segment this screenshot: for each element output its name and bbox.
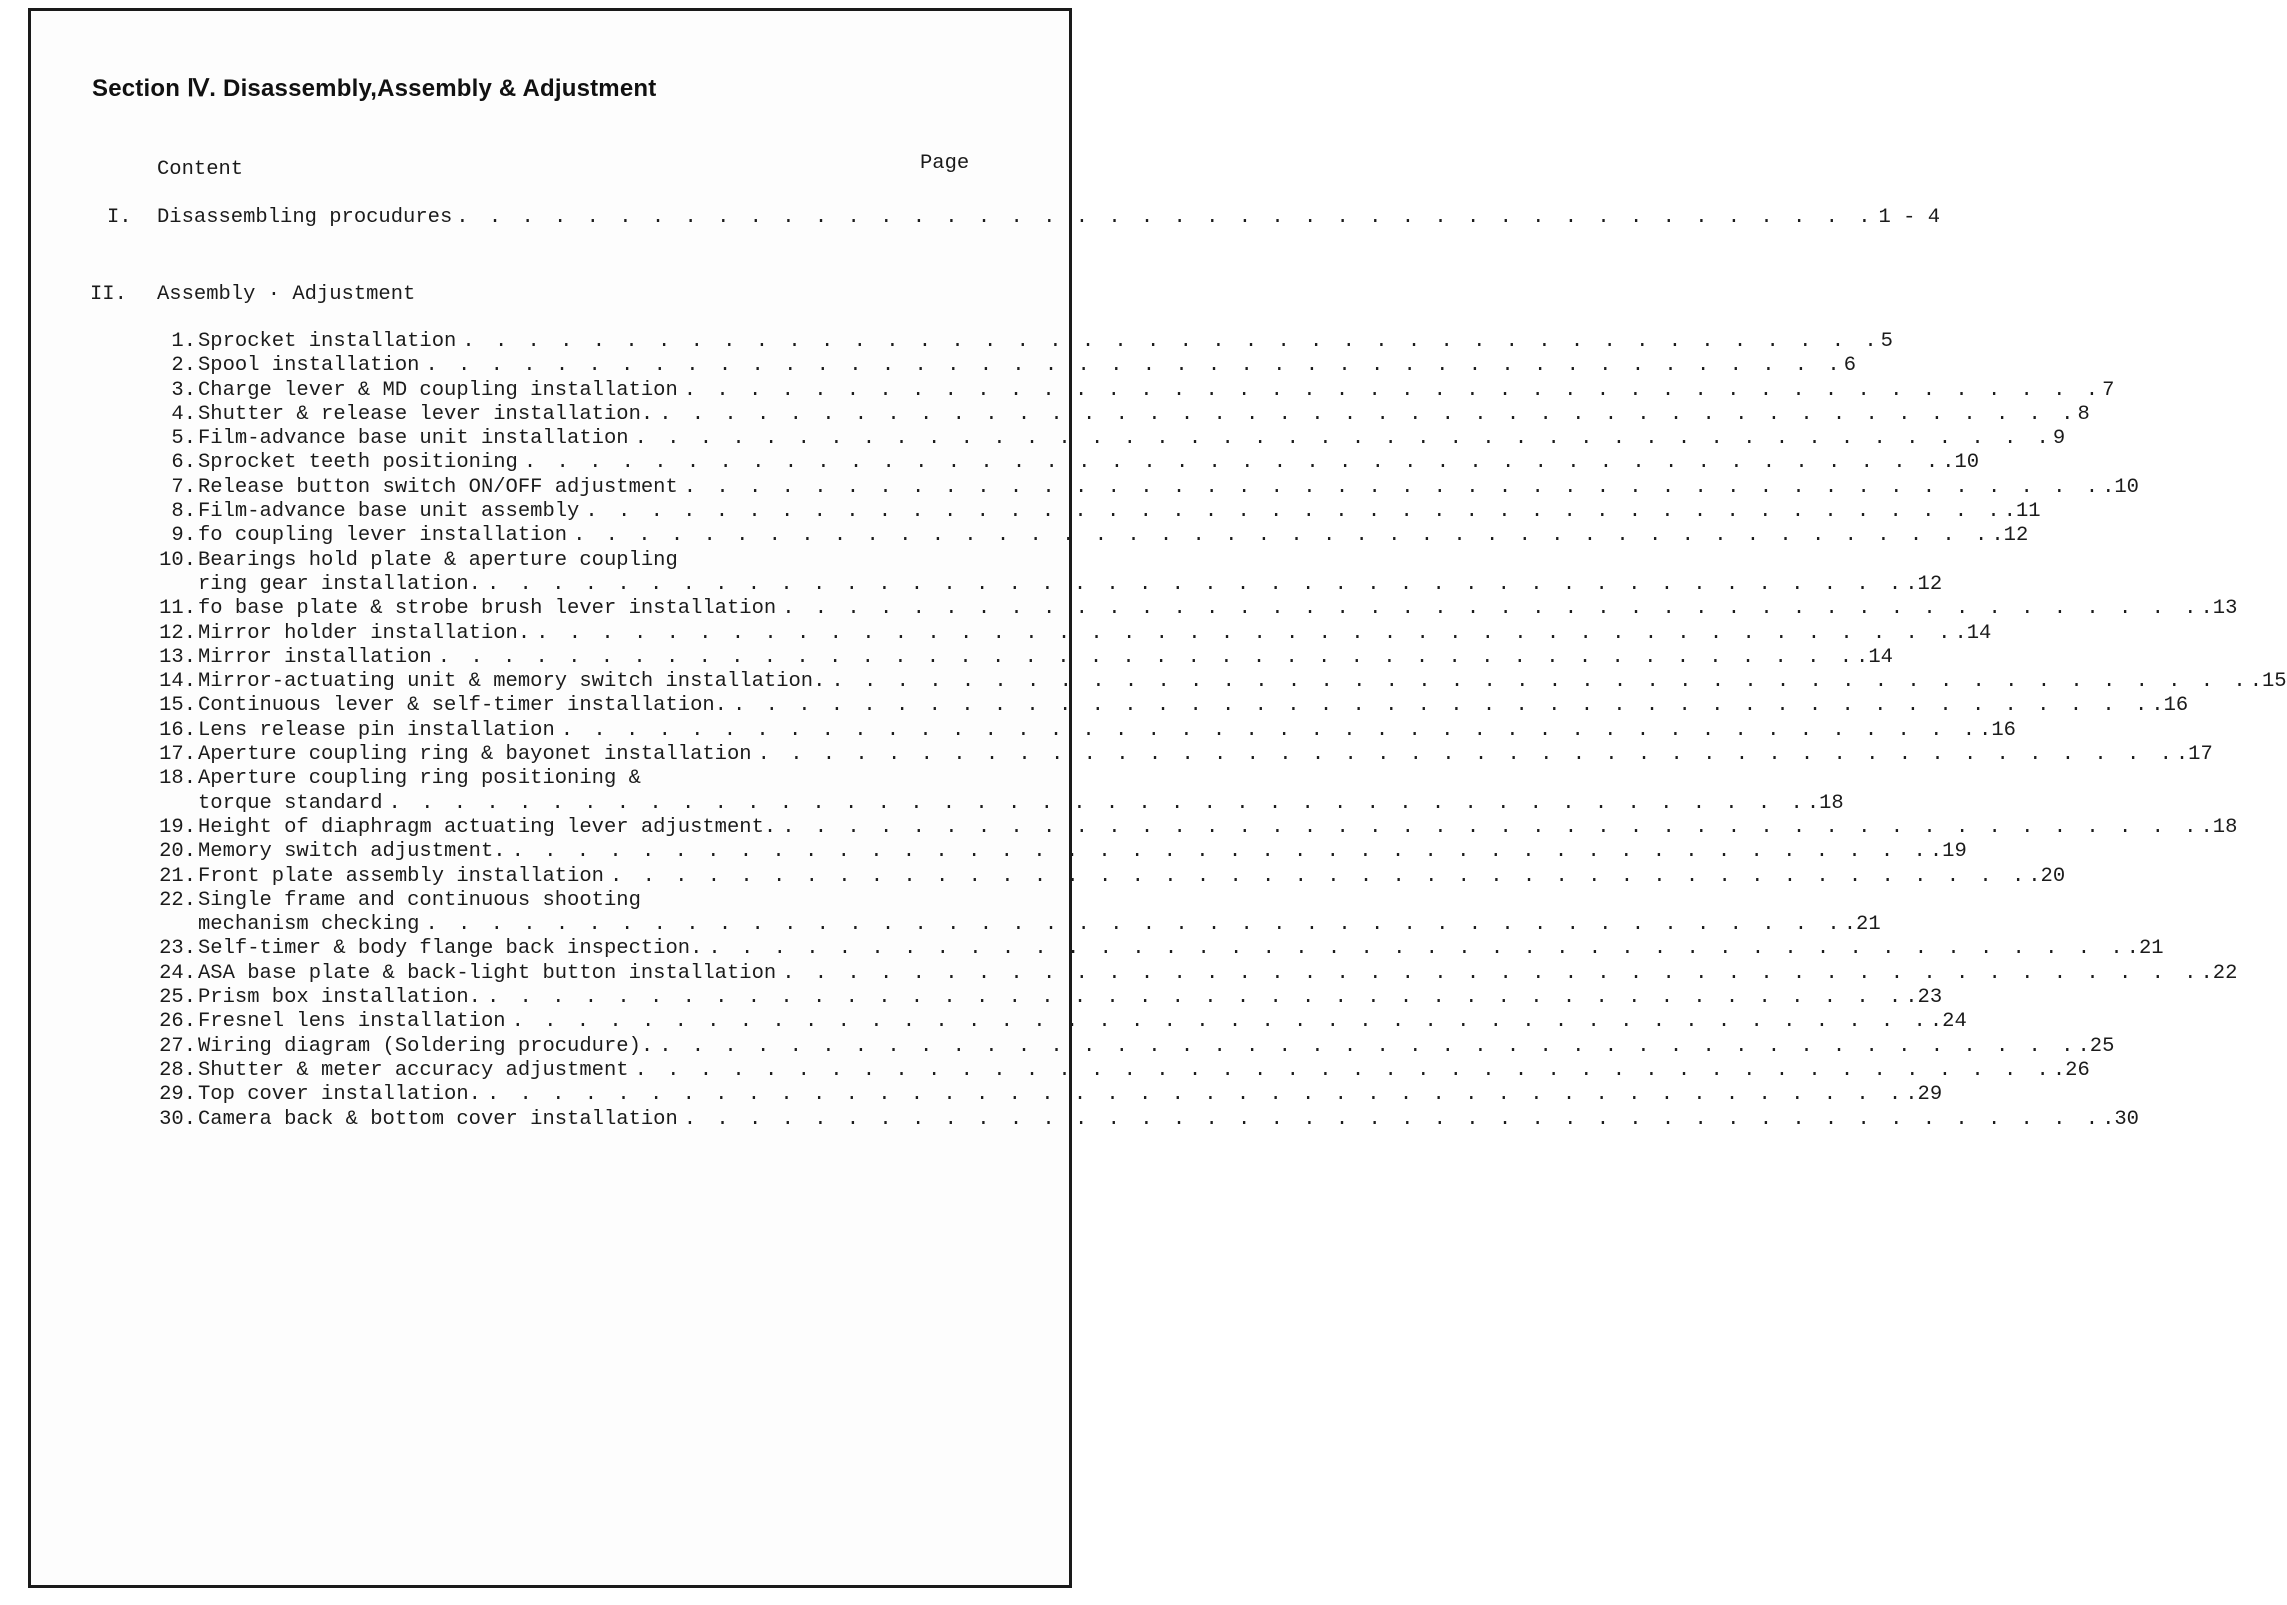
dot-leader: . . . . . . . . . . . . . . . . . . . . . . . . . . . . . . . . . . . . . . . . . . . . [437,645,1857,669]
dot-leader: . . . . . . . . . . . . . . . . . . . . . . . . . . . . . . . . . . . . . . . . . . . . [609,864,2029,888]
item-page: 6 [1843,354,1857,378]
item-label: Front plate assembly installation [198,864,604,888]
item-label: Wiring diagram (Soldering procudure). [198,1034,654,1058]
item-number: 6. [171,451,196,475]
dot-leader: . . . . . . . . . . . . . . . . . . . . . . . . . . . . . . . . . . . . . . . . . . . . [708,937,2127,961]
toc-item [140,500,2041,524]
toc-item [140,330,1893,354]
item-number: 9. [171,524,196,548]
dot-leader: . . . . . . . . . . . . . . . . . . . . . . . . . . . . . . . . . . . . . . . . . . . . [573,524,1992,548]
item-page: .21 [2126,937,2164,961]
toc-item [140,1083,1943,1107]
item-number: 14. [159,670,196,694]
item-label: Bearings hold plate & aperture coupling [198,548,678,572]
toc-item [140,864,2066,889]
item-page: .10 [2102,475,2139,499]
item-label: ASA base plate & back-light button installation [198,961,777,985]
item-label: Self-timer & body flange back inspection. [198,937,703,961]
item-number: 30. [159,1107,196,1131]
dot-leader: . . . . . . . . . . . . . . . . . . . . . . . . . . . . . . . . . . . . . . . . . . . . [683,378,2103,402]
toc-item [140,427,2066,451]
item-label: Continuous lever & self-timer installation. [198,694,727,718]
item-number: 19. [159,815,196,839]
item-number: 26. [159,1010,196,1034]
item-label: Mirror installation [198,645,432,669]
dot-leader: . . . . . . . . . . . . . . . . . . . . . . . . . . . . . . . . . . . . . . . . . . . . [782,961,2201,985]
item-number: 27. [159,1034,196,1058]
toc-item [140,402,2090,427]
item-number: 21. [159,864,196,888]
item-number: 7. [171,475,196,499]
item-page: .21 [1843,913,1881,937]
toc-item [140,572,1943,597]
toc-item [140,1107,2139,1132]
item-label: Aperture coupling ring positioning & [198,767,641,791]
item-page: .25 [2077,1034,2115,1058]
item-page: .23 [1905,986,1943,1010]
item-label: Sprocket installation [198,330,457,353]
item-label: Lens release pin installation [198,718,555,742]
item-number: 20. [159,840,196,864]
item-number: 18. [159,767,196,791]
item-page: .16 [1979,718,2016,742]
item-number: 28. [159,1058,196,1082]
item-label: Release button switch ON/OFF adjustment [198,475,678,499]
toc-item [140,913,1881,937]
dot-leader: . . . . . . . . . . . . . . . . . . . . . . . . . . . . . . . . . . . . . . . . . . . . [462,330,1881,353]
item-number: 4. [171,402,196,426]
toc-item [140,621,1992,646]
item-label: torque standard [198,791,383,815]
dot-leader: . . . . . . . . . . . . . . . . . . . . . . . . . . . . . . . . . . . . . . . . . . . . [425,354,1844,378]
item-label: Height of diaphragm actuating lever adjustment. [198,815,777,839]
item-page: .12 [1905,572,1943,596]
item-label: Top cover installation. [198,1083,481,1107]
item-page: .12 [1991,524,2029,548]
dot-leader: . . . . . . . . . . . . . . . . . . . . . . . . . . . . . . . . . . . . . . . . . . . . [560,718,1980,742]
item-page: .19 [1929,840,1967,864]
dot-leader: . . . . . . . . . . . . . . . . . . . . . . . . . . . . . . . . . . . . . . . . . . . . [659,402,2078,426]
toc-item [140,986,1943,1010]
item-page: .14 [1954,621,1992,645]
section-numeral: II. [90,283,127,306]
section-label: Assembly · Adjustment [157,283,416,306]
item-label: Aperture coupling ring & bayonet installation [198,743,752,767]
toc-item [140,597,2238,621]
toc-item [140,1034,2115,1059]
item-label: mechanism checking [198,913,420,937]
item-number: 16. [159,718,196,742]
item-label: Film-advance base unit installation [198,427,629,451]
item-page: 8 [2077,402,2090,426]
dot-leader: . . . . . . . . . . . . . . . . . . . . . . . . . . . . . . . . . . . . . . . . . . . . [511,1010,1930,1034]
item-number: 12. [159,621,196,645]
item-number: 13. [159,645,196,669]
toc-item [140,961,2238,986]
dot-leader: . . . . . . . . . . . . . . . . . . . . . . . . . . . . . . . . . . . . . . . . . . . . [659,1034,2078,1058]
item-number: 10. [159,548,196,572]
item-label: Mirror holder installation. [198,621,531,645]
section-label: Disassembling procudures [157,206,453,229]
toc-item-list [140,330,2287,1132]
item-number: 25. [159,986,196,1010]
item-label: Camera back & bottom cover installation [198,1107,678,1131]
item-page: .26 [2052,1058,2090,1082]
item-page: .20 [2028,864,2066,888]
item-label: Prism box installation. [198,986,481,1010]
dot-leader: . . . . . . . . . . . . . . . . . . . . . . . . . . . . . . . . . . . . . . . . . . . . [523,451,1943,475]
toc-item [140,767,970,791]
item-page: .30 [2102,1107,2139,1131]
item-number: 11. [159,597,196,621]
item-page: .15 [2249,670,2287,694]
item-page: .13 [2200,597,2238,621]
toc-item [140,1010,1967,1034]
section-page: 1 - 4 [1878,206,1941,229]
item-page: 5 [1880,330,1893,353]
item-page: .18 [2200,815,2238,839]
item-number: 24. [159,961,196,985]
toc-item [140,549,970,573]
dot-leader: . . . . . . . . . . . . . . . . . . . . . . . . . . . . . . . . . . . . . . . . . . . . [683,1107,2103,1131]
item-page: .14 [1856,645,1893,669]
item-number: 1. [171,330,196,353]
item-page: .10 [1942,451,1980,475]
page-column-header: Page [920,152,970,175]
toc-item [140,451,1980,475]
item-label: Memory switch adjustment. [198,840,506,864]
dot-leader: . . . . . . . . . . . . . . . . . . . . . . . . . . . . . . . . . . . . . . . . . . . . [511,840,1930,864]
item-label: Film-advance base unit assembly [198,500,580,524]
toc-item [140,937,2164,961]
toc-item [140,645,1893,670]
toc-section-2 [90,283,690,309]
item-label: Spool installation [198,354,420,378]
dot-leader: . . . . . . . . . . . . . . . . . . . . . . . . . . . . . . . . . . . . . . . . . . . . [782,597,2201,621]
item-number: 2. [171,354,196,378]
item-number: 5. [171,427,196,451]
item-number: 29. [159,1083,196,1107]
toc-item [140,743,2213,767]
item-number: 17. [159,743,196,767]
item-number: 3. [171,378,196,402]
dot-leader: . . . . . . . . . . . . . . . . . . . . . . . . . . . . . . . . . . . . . . . . . . . . [486,572,1906,596]
item-number: 8. [171,500,196,524]
dot-leader: . . . . . . . . . . . . . . . . . . . . . . . . . . . . . . . . . . . . . . . . . . . . [782,815,2201,839]
section-numeral: I. [107,206,132,229]
item-page: .29 [1905,1083,1943,1107]
item-label: Sprocket teeth positioning [198,451,518,475]
toc-item [140,815,2238,840]
dot-leader: . . . . . . . . . . . . . . . . . . . . . . . . . . . . . . . . . . . . . . . . . . . . [456,206,1875,229]
dot-leader: . . . . . . . . . . . . . . . . . . . . . . . . . . . . . . . . . . . . . . . . . . . . [486,1083,1906,1107]
item-number: 15. [159,694,196,718]
item-page: .17 [2175,743,2213,767]
dot-leader: . . . . . . . . . . . . . . . . . . . . . . . . . . . . . . . . . . . . . . . . . . . . [585,500,2004,524]
dot-leader: . . . . . . . . . . . . . . . . . . . . . . . . . . . . . . . . . . . . . . . . . . . . [425,913,1844,937]
item-label: Fresnel lens installation [198,1010,506,1034]
section-title: Section Ⅳ. Disassembly,Assembly & Adjustment [92,75,657,102]
item-page: 7 [2102,378,2115,402]
item-label: Charge lever & MD coupling installation [198,378,678,402]
toc-item [140,694,2189,718]
item-page: .24 [1929,1010,1967,1034]
toc-item [140,1058,2090,1083]
item-page: .18 [1806,791,1844,815]
dot-leader: . . . . . . . . . . . . . . . . . . . . . . . . . . . . . . . . . . . . . . . . . . . . [757,743,2176,767]
dot-leader: . . . . . . . . . . . . . . . . . . . . . . . . . . . . . . . . . . . . . . . . . . . . [733,694,2152,718]
toc-item [140,670,2287,694]
item-page: .22 [2200,961,2238,985]
item-page: .16 [2151,694,2189,718]
item-label: Mirror-actuating unit & memory switch installation. [198,670,826,694]
item-page: 9 [2052,427,2066,451]
item-label: Single frame and continuous shooting [198,888,641,912]
dot-leader: . . . . . . . . . . . . . . . . . . . . . . . . . . . . . . . . . . . . . . . . . . . . [486,986,1906,1010]
item-number: 22. [159,888,196,912]
toc-item [140,354,1857,378]
item-label: fo coupling lever installation [198,524,568,548]
dot-leader: . . . . . . . . . . . . . . . . . . . . . . . . . . . . . . . . . . . . . . . . . . . . [683,475,2103,499]
dot-leader: . . . . . . . . . . . . . . . . . . . . . . . . . . . . . . . . . . . . . . . . . . . . [536,621,1955,645]
toc-item [140,791,1844,816]
dot-leader: . . . . . . . . . . . . . . . . . . . . . . . . . . . . . . . . . . . . . . . . . . . . [388,791,1807,815]
item-number: 23. [159,937,196,961]
toc-item [140,889,970,913]
toc-item [140,840,1967,864]
item-label: Shutter & meter accuracy adjustment [198,1058,629,1082]
dot-leader: . . . . . . . . . . . . . . . . . . . . . . . . . . . . . . . . . . . . . . . . . . . . [831,670,2250,694]
item-label: Shutter & release lever installation. [198,402,654,426]
toc-section-1 [107,206,1941,232]
content-column-header: Content [157,158,244,181]
toc-item [140,718,2016,743]
item-label: ring gear installation. [198,572,481,596]
item-label: fo base plate & strobe brush lever installation [198,597,777,621]
dot-leader: . . . . . . . . . . . . . . . . . . . . . . . . . . . . . . . . . . . . . . . . . . . . [634,1058,2053,1082]
toc-item [140,475,2139,500]
item-page: .11 [2003,500,2041,524]
dot-leader: . . . . . . . . . . . . . . . . . . . . . . . . . . . . . . . . . . . . . . . . . . . . [634,427,2053,451]
toc-item [140,524,2029,548]
toc-item [140,378,2115,403]
